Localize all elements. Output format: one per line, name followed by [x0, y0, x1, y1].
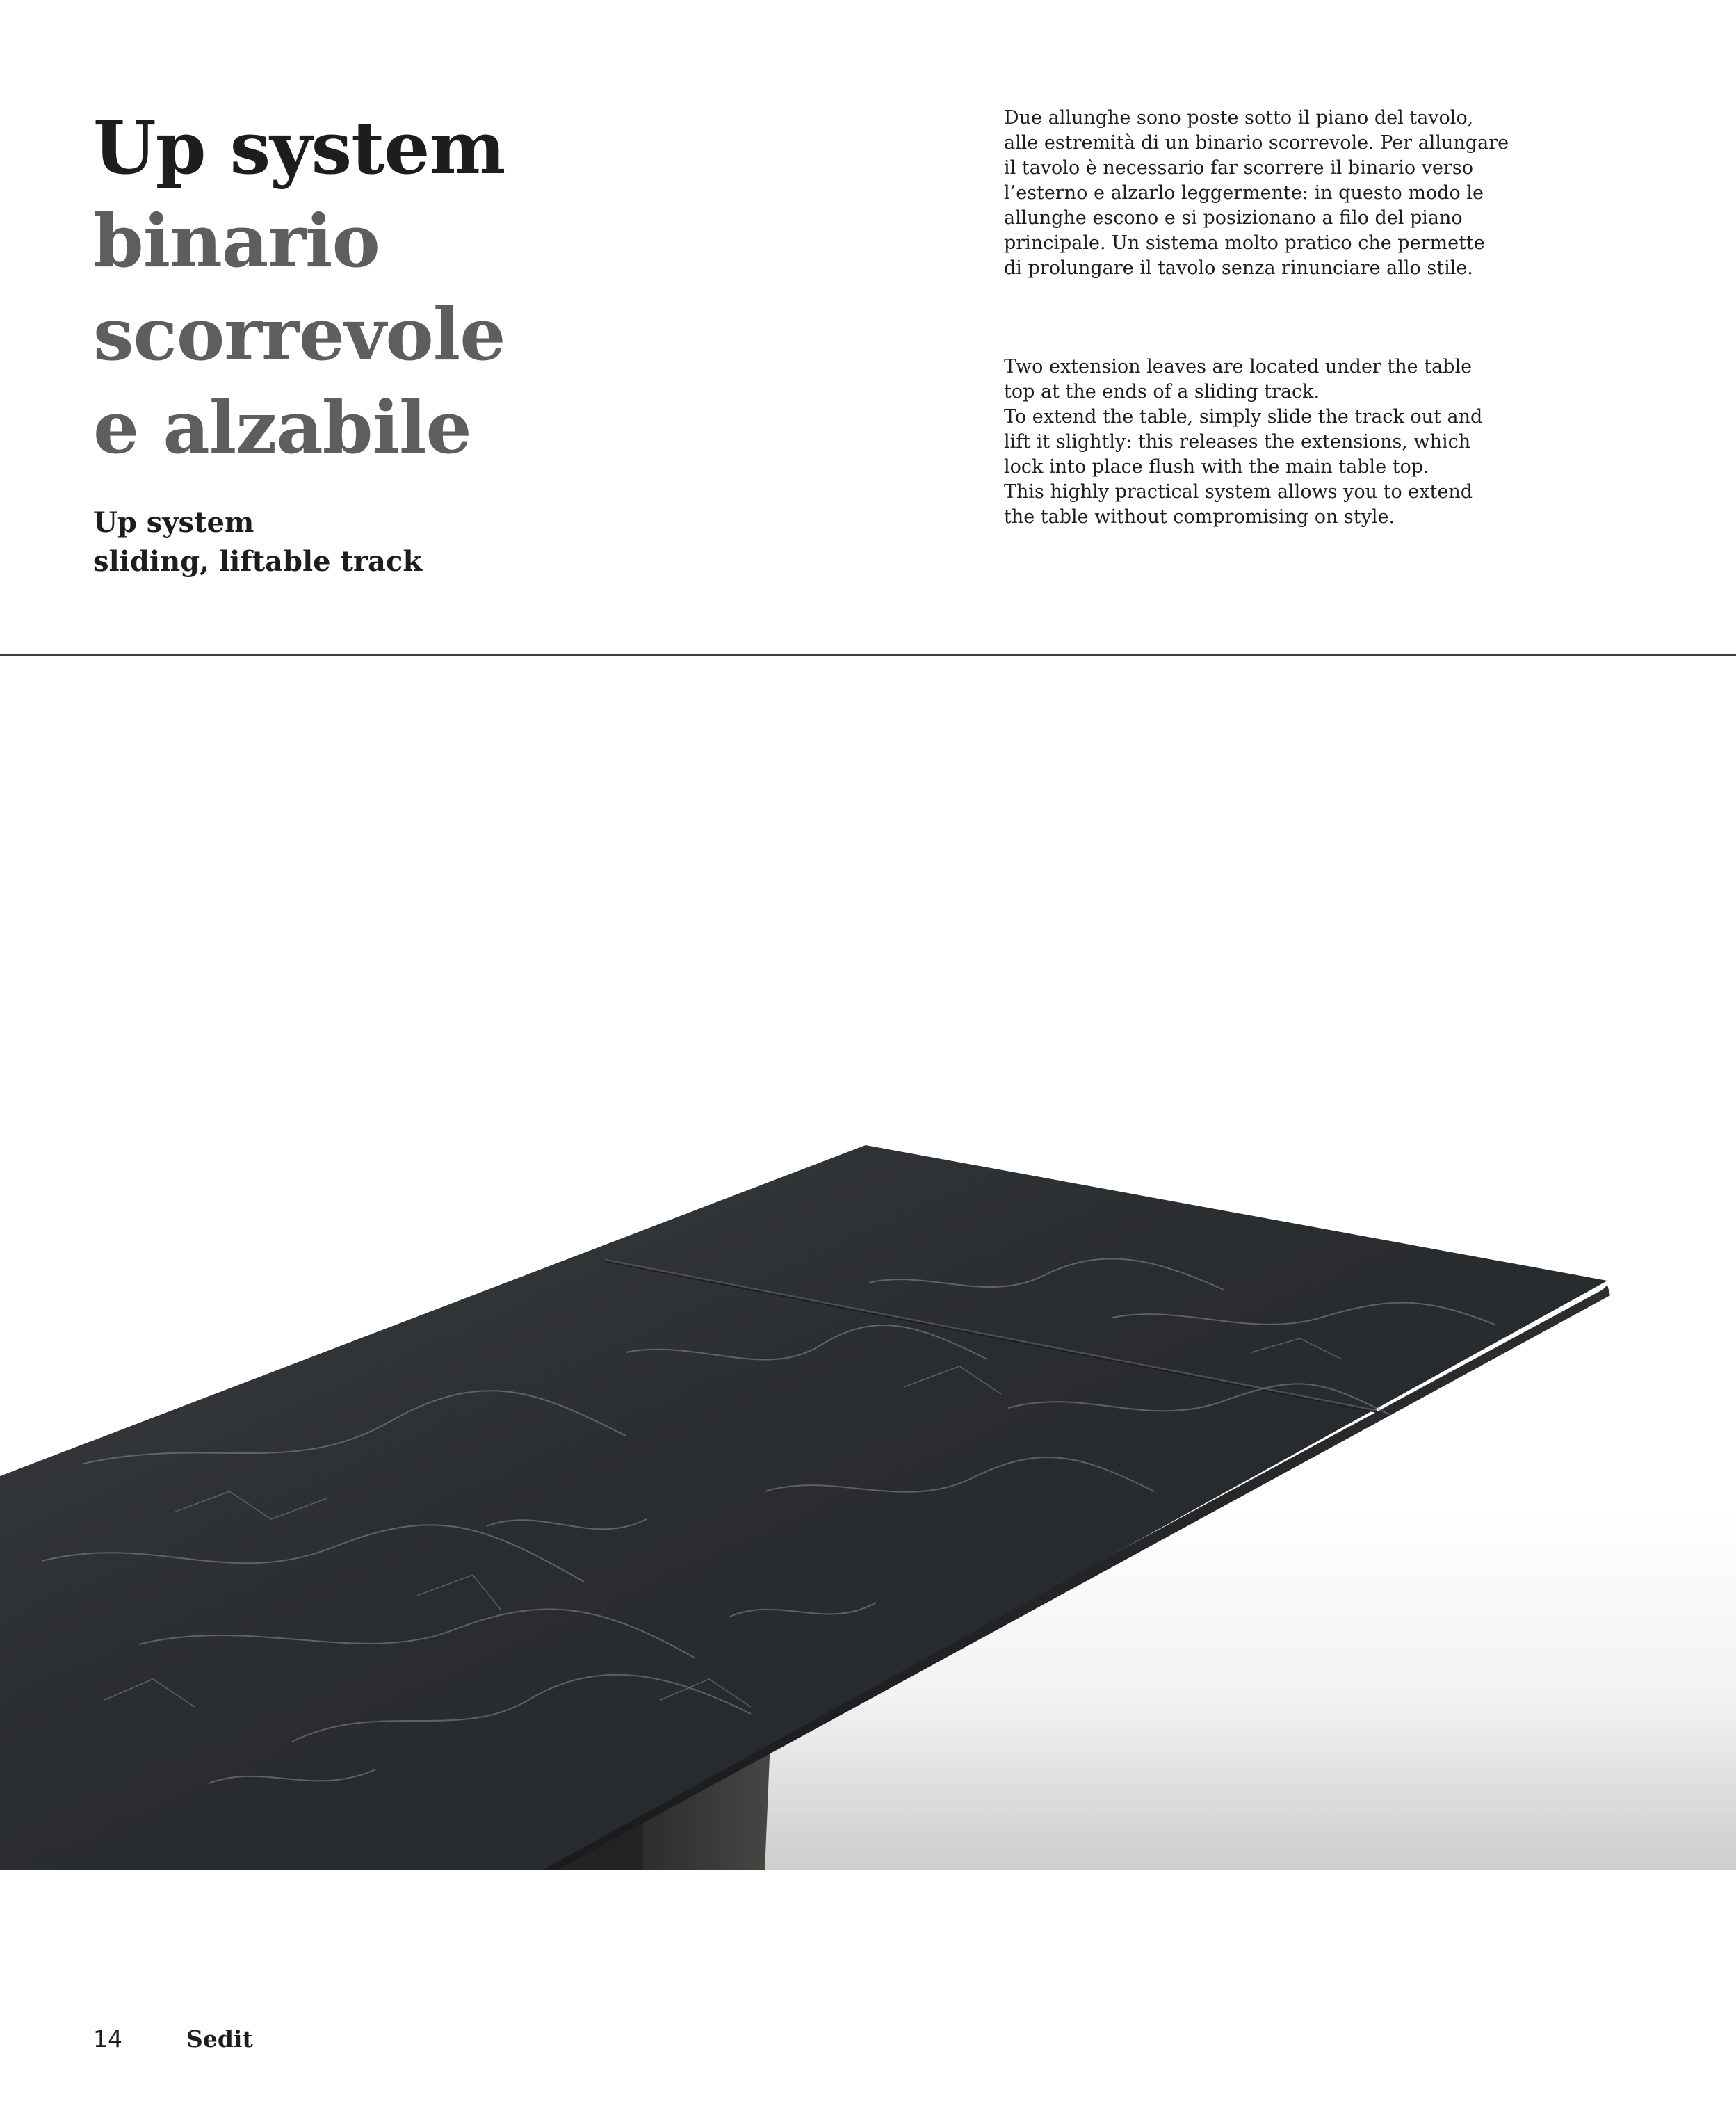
title-line-4: e alzabile: [93, 384, 471, 470]
subtitle-line-1: Up system: [93, 506, 254, 539]
description-it-line: Due allunghe sono poste sotto il piano del tavolo,: [1004, 107, 1474, 129]
description-it-line: di prolungare il tavolo senza rinunciare allo stile.: [1004, 257, 1473, 279]
table-illustration: [0, 657, 1736, 1870]
description-en-line: lock into place flush with the main table top.: [1004, 456, 1429, 478]
description-english: [1004, 355, 1532, 530]
description-it-line: l’esterno e alzarlo leggermente: in questo modo le: [1004, 182, 1484, 204]
title-line-1: Up system: [93, 105, 505, 191]
table-photo: [0, 657, 1736, 1870]
description-it-line: allunghe escono e si posizionano a filo del piano: [1004, 207, 1463, 229]
description-it-line: principale. Un sistema molto pratico che permette: [1004, 232, 1485, 254]
description-en-line: This highly practical system allows you to extend: [1004, 481, 1473, 503]
description-en-line: Two extension leaves are located under the table: [1004, 356, 1473, 378]
description-italian: [1004, 106, 1532, 281]
title-line-3: scorrevole: [93, 291, 505, 377]
description-en-line: lift it slightly: this releases the extensions, which: [1004, 431, 1471, 453]
description-en-line: top at the ends of a sliding track.: [1004, 381, 1320, 403]
subtitle-line-2: sliding, liftable track: [93, 545, 423, 578]
description-it-line: il tavolo è necessario far scorrere il binario verso: [1004, 157, 1473, 179]
description-en-line: the table without compromising on style.: [1004, 506, 1395, 528]
section-divider: [0, 654, 1736, 656]
brand-name: Sedit: [186, 2025, 253, 2052]
description-it-line: alle estremità di un binario scorrevole. Per allungare: [1004, 132, 1509, 154]
description-en-line: To extend the table, simply slide the track out and: [1004, 406, 1483, 428]
title-line-2: binario: [93, 198, 380, 284]
page-subtitle: [93, 503, 622, 581]
page-footer: [93, 2022, 253, 2057]
page-number: 14: [93, 2025, 122, 2052]
page-title: [93, 102, 622, 474]
